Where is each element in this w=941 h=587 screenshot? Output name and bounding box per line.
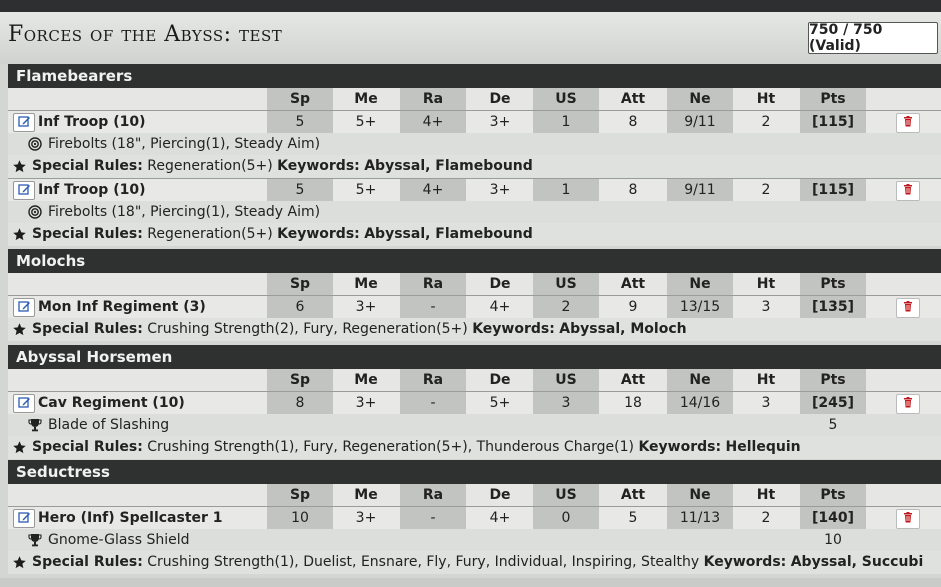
- points-total-badge: 750 / 750 (Valid): [808, 22, 938, 54]
- entry-title: Inf Troop (10): [38, 182, 146, 198]
- stat-header: Ne: [667, 369, 733, 391]
- stat-header: Ht: [756, 372, 776, 388]
- stat-value: 5: [267, 111, 333, 133]
- stat-header: US: [533, 88, 599, 110]
- stat-value: 3+: [489, 114, 511, 130]
- star-icon: [12, 227, 27, 242]
- stat-value: 5+: [355, 114, 377, 130]
- equipment-row: [8, 201, 941, 223]
- equipment-text: Firebolts (18", Piercing(1), Steady Aim): [48, 136, 321, 152]
- stat-header: US: [533, 369, 599, 391]
- special-rules-text: [32, 436, 801, 459]
- stat-value: 10: [267, 507, 333, 529]
- stat-header: Att: [620, 487, 646, 503]
- stat-value: 8: [628, 114, 638, 130]
- stat-value: 14/16: [667, 392, 733, 414]
- stat-header: De: [489, 372, 511, 388]
- stat-header: Sp: [267, 88, 333, 110]
- unit-entry-row: [8, 391, 941, 414]
- special-rules-row: [8, 223, 941, 246]
- stat-value: -: [400, 507, 466, 529]
- delete-button[interactable]: [896, 113, 920, 133]
- edit-icon: [18, 300, 31, 316]
- unit-block: [8, 345, 941, 459]
- equipment-row: [8, 133, 941, 155]
- stat-value: 4+: [489, 299, 511, 315]
- unit-entry-row: [8, 178, 941, 201]
- equipment-text: Gnome-Glass Shield: [48, 532, 190, 548]
- stat-value: 3+: [355, 299, 377, 315]
- stat-header-row: [8, 88, 941, 110]
- stat-value: 2: [761, 510, 771, 526]
- unit-block: [8, 249, 941, 341]
- equipment-text: Firebolts (18", Piercing(1), Steady Aim): [48, 204, 321, 220]
- stat-value: 3+: [355, 510, 377, 526]
- keywords-list: Abyssal, Succubi: [790, 554, 924, 570]
- stat-header: Ht: [756, 487, 776, 503]
- stat-value: 1: [533, 111, 599, 133]
- stat-header: Ht: [756, 91, 776, 107]
- star-icon: [12, 440, 27, 455]
- trash-icon: [903, 115, 913, 131]
- stat-value: 5: [267, 179, 333, 201]
- stat-header: Pts: [800, 273, 866, 295]
- keywords-label: Keywords:: [277, 158, 360, 174]
- star-icon: [12, 322, 27, 337]
- stat-header: Ra: [400, 273, 466, 295]
- stat-value: 8: [628, 182, 638, 198]
- stat-header: Att: [620, 372, 646, 388]
- keywords-list: Abyssal, Moloch: [559, 321, 687, 337]
- equipment-text: Blade of Slashing: [48, 417, 170, 433]
- unit-block: [8, 460, 941, 574]
- edit-button[interactable]: [13, 113, 35, 132]
- stat-value: 9: [628, 299, 638, 315]
- stat-value: 2: [761, 182, 771, 198]
- stat-value: 13/15: [667, 296, 733, 318]
- special-rules-row: [8, 436, 941, 459]
- special-rules-text: [32, 155, 533, 178]
- stat-value: 4+: [400, 179, 466, 201]
- stat-value: 8: [267, 392, 333, 414]
- star-icon: [12, 555, 27, 570]
- stat-value: 3+: [489, 182, 511, 198]
- top-toolbar-strip: [0, 0, 941, 12]
- stat-header: US: [533, 484, 599, 506]
- stat-value: 2: [533, 296, 599, 318]
- stat-value: 4+: [489, 510, 511, 526]
- special-rules-label: Special Rules:: [32, 226, 143, 242]
- stat-value: 5+: [489, 395, 511, 411]
- special-rules-row: [8, 551, 941, 574]
- special-rules-text: [32, 318, 687, 341]
- page-bottom: [0, 578, 941, 587]
- stat-header-row: [8, 369, 941, 391]
- points-value: [115]: [800, 111, 866, 133]
- stat-value: 9/11: [667, 111, 733, 133]
- unit-name: Molochs: [8, 249, 941, 273]
- stat-header: De: [489, 276, 511, 292]
- stat-value: 5: [628, 510, 638, 526]
- keywords-label: Keywords:: [277, 226, 360, 242]
- points-value: [140]: [800, 507, 866, 529]
- entry-title: Hero (Inf) Spellcaster 1: [38, 510, 223, 526]
- trophy-icon: [28, 533, 42, 547]
- delete-button[interactable]: [896, 298, 920, 318]
- unit-entry-row: [8, 506, 941, 529]
- stat-header: Ra: [400, 88, 466, 110]
- trash-icon: [903, 183, 913, 199]
- stat-header: Ne: [667, 484, 733, 506]
- rules-list: Crushing Strength(2), Fury, Regeneration(5+): [147, 321, 468, 337]
- edit-button[interactable]: [13, 509, 35, 528]
- delete-button[interactable]: [896, 394, 920, 414]
- keywords-list: Abyssal, Flamebound: [364, 158, 533, 174]
- keywords-label: Keywords:: [472, 321, 555, 337]
- keywords-label: Keywords:: [638, 439, 722, 455]
- special-rules-label: Special Rules:: [32, 158, 143, 174]
- stat-header: Me: [354, 487, 378, 503]
- keywords-label: Keywords:: [703, 554, 787, 570]
- rules-list: Regeneration(5+): [147, 158, 273, 174]
- special-rules-label: Special Rules:: [32, 554, 143, 570]
- stat-header: Ht: [756, 276, 776, 292]
- edit-button[interactable]: [13, 298, 35, 317]
- stat-value: 0: [533, 507, 599, 529]
- unit-name: Abyssal Horsemen: [8, 345, 941, 369]
- army-header: [0, 12, 941, 64]
- unit-name: Seductress: [8, 460, 941, 484]
- stat-header: Att: [620, 276, 646, 292]
- rules-list: Crushing Strength(1), Fury, Regeneration(5+), Thunderous Charge(1): [147, 439, 634, 455]
- trophy-icon: [28, 418, 42, 432]
- stat-header: Sp: [267, 273, 333, 295]
- target-icon: [28, 137, 42, 151]
- stat-header: Ra: [400, 484, 466, 506]
- points-value: [135]: [800, 296, 866, 318]
- stat-header: Me: [354, 91, 378, 107]
- special-rules-row: [8, 318, 941, 341]
- stat-header: US: [533, 273, 599, 295]
- special-rules-text: [32, 223, 533, 246]
- stat-value: 11/13: [667, 507, 733, 529]
- edit-icon: [18, 183, 31, 199]
- equipment-row: [8, 414, 941, 436]
- entry-title: Inf Troop (10): [38, 114, 146, 130]
- keywords-list: Abyssal, Flamebound: [364, 226, 533, 242]
- equipment-row: [8, 529, 941, 551]
- special-rules-text: [32, 551, 923, 574]
- stat-value: 3: [761, 299, 771, 315]
- points-value: [115]: [800, 179, 866, 201]
- unit-entry-row: [8, 110, 941, 133]
- stat-header: Pts: [800, 484, 866, 506]
- item-points: 5: [828, 417, 838, 433]
- stat-header: Me: [354, 276, 378, 292]
- stat-header: Ra: [400, 369, 466, 391]
- stat-value: 18: [624, 395, 642, 411]
- unit-entry-row: [8, 295, 941, 318]
- stat-header: De: [489, 91, 511, 107]
- stat-header: Ne: [667, 273, 733, 295]
- stat-header: Sp: [267, 369, 333, 391]
- stat-value: -: [400, 296, 466, 318]
- stat-header: Sp: [267, 484, 333, 506]
- edit-button[interactable]: [13, 394, 35, 413]
- stat-header: Me: [354, 372, 378, 388]
- entry-title: Cav Regiment (10): [38, 395, 185, 411]
- stat-header-row: [8, 273, 941, 295]
- trash-icon: [903, 396, 913, 412]
- stat-value: 4+: [400, 111, 466, 133]
- stat-header-row: [8, 484, 941, 506]
- stat-header: Pts: [800, 88, 866, 110]
- army-title: Forces of the Abyss: test: [8, 22, 283, 47]
- stat-value: 6: [267, 296, 333, 318]
- stat-header: De: [489, 487, 511, 503]
- edit-icon: [18, 115, 31, 131]
- stat-value: 3: [761, 395, 771, 411]
- stat-header: Att: [620, 91, 646, 107]
- stat-header: Pts: [800, 369, 866, 391]
- stat-value: -: [400, 392, 466, 414]
- trash-icon: [903, 511, 913, 527]
- delete-button[interactable]: [896, 181, 920, 201]
- stat-value: 3: [533, 392, 599, 414]
- item-points: 10: [824, 532, 842, 548]
- special-rules-row: [8, 155, 941, 178]
- stat-value: 5+: [355, 182, 377, 198]
- unit-name: Flamebearers: [8, 64, 941, 88]
- special-rules-label: Special Rules:: [32, 321, 143, 337]
- edit-button[interactable]: [13, 181, 35, 200]
- keywords-list: Hellequin: [725, 439, 801, 455]
- trash-icon: [903, 300, 913, 316]
- special-rules-label: Special Rules:: [32, 439, 143, 455]
- stat-value: 3+: [355, 395, 377, 411]
- rules-list: Crushing Strength(1), Duelist, Ensnare, Fly, Fury, Individual, Inspiring, Stealthy: [147, 554, 700, 570]
- stat-header: Ne: [667, 88, 733, 110]
- rules-list: Regeneration(5+): [147, 226, 273, 242]
- stat-value: 2: [761, 114, 771, 130]
- entry-title: Mon Inf Regiment (3): [38, 299, 206, 315]
- points-value: [245]: [800, 392, 866, 414]
- star-icon: [12, 159, 27, 174]
- edit-icon: [18, 396, 31, 412]
- delete-button[interactable]: [896, 509, 920, 529]
- target-icon: [28, 205, 42, 219]
- edit-icon: [18, 511, 31, 527]
- stat-value: 9/11: [667, 179, 733, 201]
- stat-value: 1: [533, 179, 599, 201]
- unit-block: [8, 64, 941, 246]
